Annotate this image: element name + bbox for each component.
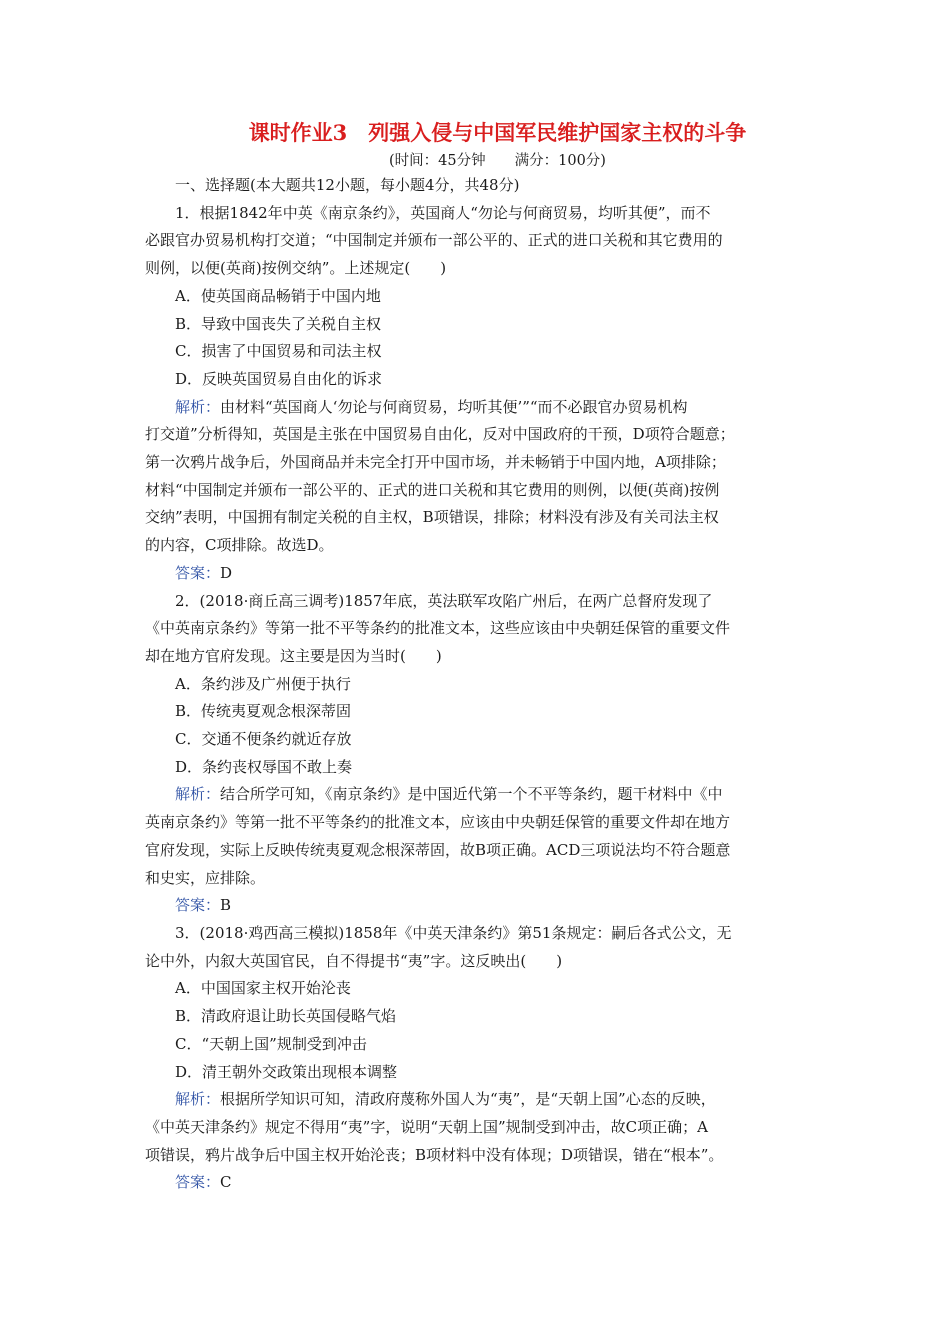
- question-2: [145, 588, 810, 920]
- answer-line: [145, 892, 810, 920]
- analysis-line: 英南京条约》等第一批不平等条约的批准文本，应该由中央朝廷保管的重要文件却在地方: [145, 813, 731, 832]
- answer-line: [145, 560, 810, 588]
- analysis-label: 解析：: [175, 785, 221, 804]
- analysis-line: 材料“中国制定并颁布一部公平的、正式的进口关税和其它费用的则例，以便(英商)按例: [145, 480, 720, 499]
- analysis-line: 第一次鸦片战争后，外国商品并未完全打开中国市场，并未畅销于中国内地，A项排除；: [145, 453, 726, 472]
- analysis-line: 官府发现，实际上反映传统夷夏观念根深蒂固，故B项正确。ACD三项说法均不符合题意: [145, 840, 731, 859]
- time-score-info: (时间：45分钟 满分：100分): [389, 153, 606, 169]
- question-stem-line: 2．(2018·商丘高三调考)1857年底，英法联军攻陷广州后，在两广总督府发现了: [175, 591, 713, 610]
- answer-value: C: [220, 1173, 232, 1192]
- option-c: C．损害了中国贸易和司法主权: [175, 342, 382, 361]
- question-3: [145, 920, 810, 1197]
- option-a: A．中国国家主权开始沦丧: [175, 979, 351, 998]
- question-stem-line: 却在地方官府发现。这主要是因为当时( ): [145, 646, 442, 665]
- analysis-line: 交纳”表明，中国拥有制定关税的自主权，B项错误，排除；材料没有涉及有关司法主权: [145, 508, 719, 527]
- option-a: A．使英国商品畅销于中国内地: [175, 286, 381, 305]
- answer-label: 答案：: [175, 1173, 221, 1192]
- question-stem-line: 必跟官办贸易机构打交道；“中国制定并颁布一部公平的、正式的进口关税和其它费用的: [145, 231, 723, 250]
- analysis-line: 的内容，C项排除。故选D。: [145, 536, 334, 555]
- answer-line: [145, 1169, 810, 1197]
- analysis-line: 项错误，鸦片战争后中国主权开始沦丧；B项材料中没有体现；D项错误，错在“根本”。: [145, 1145, 724, 1164]
- answer-value: B: [220, 896, 232, 915]
- question-1: [145, 200, 810, 588]
- option-b: B．清政府退让助长英国侵略气焰: [175, 1007, 397, 1026]
- option-c: C．“天朝上国”规制受到冲击: [175, 1034, 367, 1053]
- analysis-text: 结合所学可知，《南京条约》是中国近代第一个不平等条约，题干材料中《中: [220, 785, 723, 804]
- analysis-line: 和史实，应排除。: [145, 868, 266, 887]
- question-stem-line: 论中外，内叙大英国官民，自不得提书“夷”字。这反映出( ): [145, 951, 563, 970]
- section-heading: 一、选择题(本大题共12小题，每小题4分，共48分): [175, 176, 520, 194]
- option-d: D．反映英国贸易自由化的诉求: [175, 369, 383, 388]
- page-title: 课时作业3 列强入侵与中国军民维护国家主权的斗争: [248, 120, 747, 145]
- analysis-line: [145, 1086, 810, 1114]
- option-a: A．条约涉及广州便于执行: [175, 674, 351, 693]
- option-c: C．交通不便条约就近存放: [175, 730, 352, 749]
- analysis-line: 打交道”分析得知，英国是主张在中国贸易自由化，反对中国政府的干预，D项符合题意；: [145, 425, 735, 444]
- option-d: D．条约丧权辱国不敢上奏: [175, 757, 353, 776]
- option-b: B．导致中国丧失了关税自主权: [175, 314, 382, 333]
- analysis-text: 根据所学知识可知，清政府蔑称外国人为“夷”，是“天朝上国”心态的反映，: [220, 1090, 716, 1109]
- answer-value: D: [220, 563, 233, 582]
- question-stem-line: 《中英南京条约》等第一批不平等条约的批准文本，这些应该由中央朝廷保管的重要文件: [145, 619, 731, 638]
- analysis-line: [145, 781, 810, 809]
- answer-label: 答案：: [175, 563, 221, 582]
- analysis-line: [145, 394, 810, 422]
- analysis-label: 解析：: [175, 1090, 221, 1109]
- option-b: B．传统夷夏观念根深蒂固: [175, 702, 352, 721]
- question-stem-line: 1．根据1842年中英《南京条约》，英国商人“勿论与何商贸易，均听其便”，而不: [175, 203, 711, 222]
- document-page: [145, 118, 810, 1197]
- analysis-text: 由材料“英国商人‘勿论与何商贸易，均听其便’”“而不必跟官办贸易机构: [220, 397, 688, 416]
- question-stem-line: 则例，以便(英商)按例交纳”。上述规定( ): [145, 259, 447, 278]
- question-stem-line: 3．(2018·鸡西高三模拟)1858年《中英天津条约》第51条规定：嗣后各式公文，无: [175, 923, 732, 942]
- answer-label: 答案：: [175, 896, 221, 915]
- analysis-label: 解析：: [175, 397, 221, 416]
- analysis-line: 《中英天津条约》规定不得用“夷”字，说明“天朝上国”规制受到冲击，故C项正确；A: [145, 1117, 708, 1136]
- option-d: D．清王朝外交政策出现根本调整: [175, 1062, 398, 1081]
